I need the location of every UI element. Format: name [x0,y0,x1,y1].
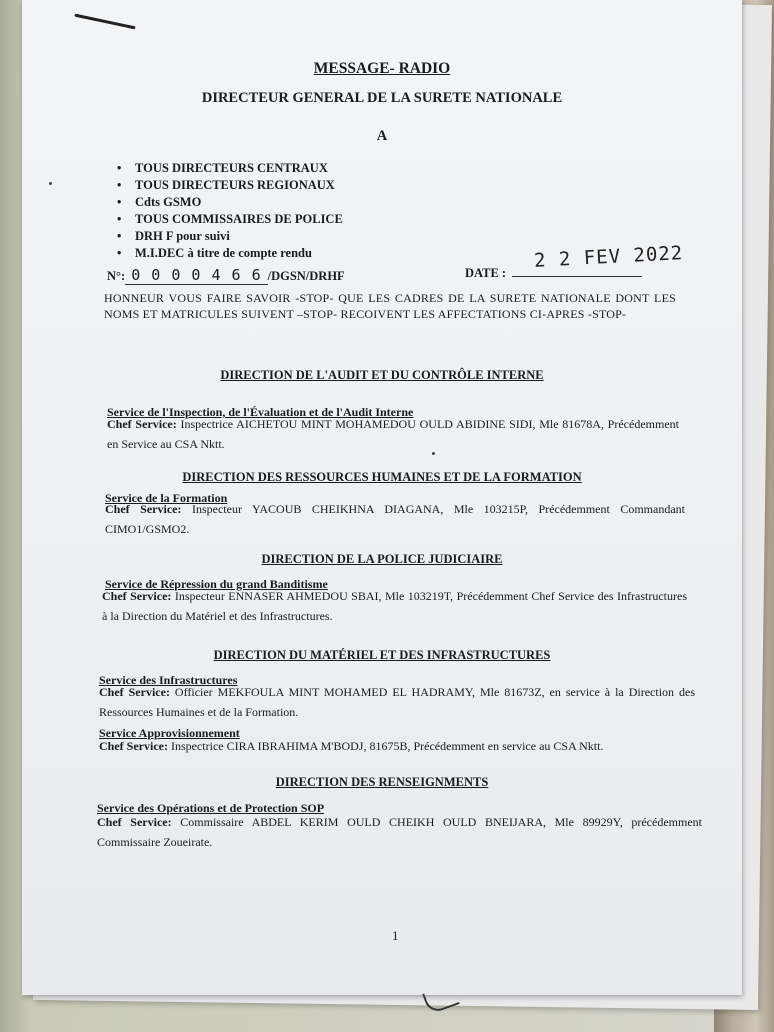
page-number: 1 [392,928,399,943]
date-label: DATE : [465,266,507,280]
service-name: Service des Opérations et de Protection SOP [97,801,325,815]
service-name: Service de Répression du grand Banditisme [105,577,328,591]
recipient-item: • Cdts GSMO [135,194,343,211]
service-name: Service de la Formation [105,491,228,505]
recipient-item: • TOUS DIRECTEURS REGIONAUX [135,177,343,194]
date-value: 2 2 FEV 2022 [533,242,684,272]
section-heading: DIRECTION DES RENSEIGNMENTS [275,775,489,789]
section-heading: DIRECTION DU MATÉRIEL ET DES INFRASTRUCTURES [213,648,551,662]
intro-paragraph: HONNEUR VOUS FAIRE SAVOIR -STOP- QUE LES CADRES DE LA SURETE NATIONALE DONT LES NOMS ET MATRICULES SUIVENT –STOP- RECOIVENT LES AFFECTATIONS CI-APRES -STOP- [104,291,676,321]
service-paragraph: Chef Service: Commissaire ABDEL KERIM OULD CHEIKH OULD BNEIJARA, Mle 89929Y, précédemment Commissaire Zoueirate. [97,815,702,849]
recipient-item: • TOUS COMMISSAIRES DE POLICE [135,211,343,228]
section-heading: DIRECTION DES RESSOURCES HUMAINES ET DE LA FORMATION [182,470,582,484]
date-underline [512,276,642,277]
service-name: Service de l'Inspection, de l'Évaluation et de l'Audit Interne [107,405,414,419]
section-heading: DIRECTION DE L'AUDIT ET DU CONTRÔLE INTERNE [220,368,544,382]
section-heading: DIRECTION DE LA POLICE JUDICIAIRE [261,552,503,566]
service-paragraph: Chef Service: Inspecteur ENNASER AHMEDOU SBAI, Mle 103219T, Précédemment Chef Service des Infrastructures à la Direction du Matériel et des Infrastructures. [102,589,687,623]
recipient-item: • TOUS DIRECTEURS CENTRAUX [135,160,343,177]
handwritten-number: 0 0 0 0 4 6 6 [125,266,267,285]
recipient-label: A [376,128,388,144]
recipient-item: • DRH F pour suivi [135,228,343,245]
document-page [22,0,742,995]
service-name: Service des Infrastructures [99,673,238,687]
paper-speck [432,452,435,455]
service-paragraph: Chef Service: Inspectrice AICHETOU MINT MOHAMEDOU OULD ABIDINE SIDI, Mle 81678A, Précédemment en Service au CSA Nktt. [107,417,679,451]
recipient-item: • M.I.DEC à titre de compte rendu [135,245,343,262]
document-title: MESSAGE- RADIO [313,60,451,77]
pen-stroke-mark [74,14,135,30]
recipient-list [117,160,343,262]
service-name: Service Approvisionnement [99,726,240,740]
service-paragraph: Chef Service: Inspecteur YACOUB CHEIKHNA DIAGANA, Mle 103215P, Précédemment Commandant CIMO1/GSMO2. [105,502,685,536]
paper-speck [49,182,52,185]
sender-line: DIRECTEUR GENERAL DE LA SURETE NATIONALE [201,90,563,106]
service-paragraph: Chef Service: Inspectrice CIRA IBRAHIMA M'BODJ, 81675B, Précédemment en service au CSA Nktt. [99,739,604,753]
service-paragraph: Chef Service: Officier MEKFOULA MINT MOHAMED EL HADRAMY, Mle 81673Z, en service à la Direction des Ressources Humaines et de la Formation. [99,685,695,719]
reference-number: N°: 0 0 0 0 4 6 6 /DGSN/DRHF [107,266,345,284]
